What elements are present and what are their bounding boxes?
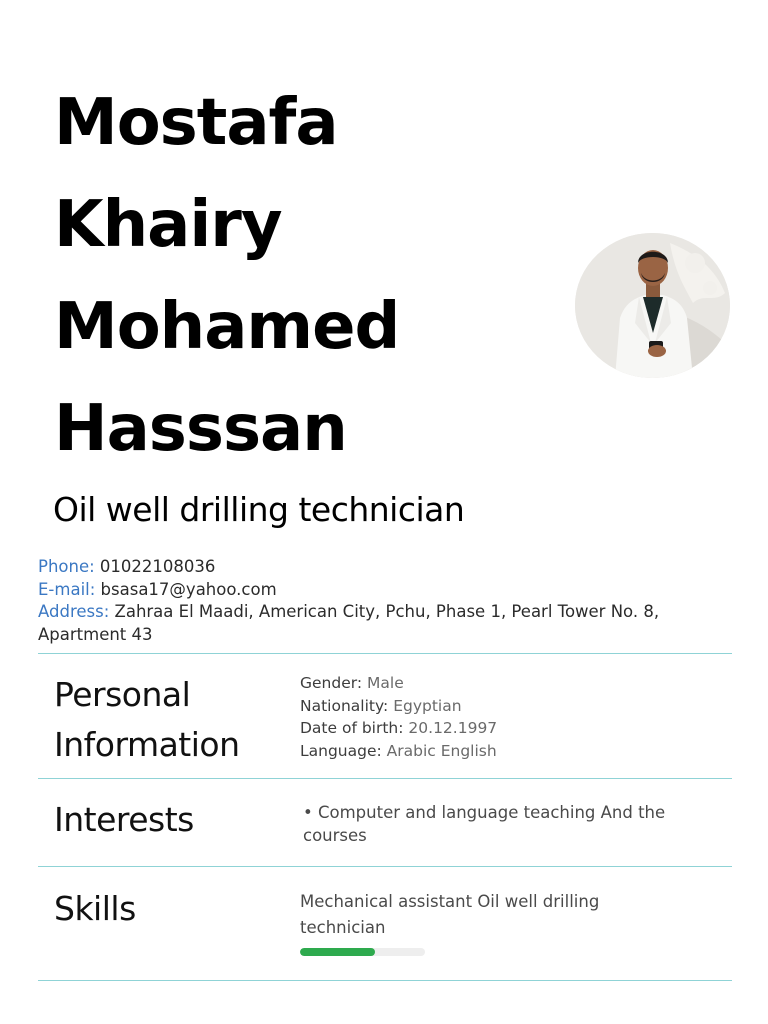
nationality-row xyxy=(300,695,700,718)
divider-contact xyxy=(38,653,732,654)
candidate-name xyxy=(54,72,554,480)
email-value[interactable]: bsasa17@yahoo.com xyxy=(100,579,277,599)
gender-value: Male xyxy=(367,674,404,692)
skills-title: Skills xyxy=(54,889,136,928)
personal-info-title xyxy=(54,670,240,770)
address-value: Zahraa El Maadi, American City, Pchu, Phase 1, Pearl Tower No. 8, Apartment 43 xyxy=(38,602,660,644)
name-line-second: Khairy xyxy=(54,188,282,262)
dob-value: 20.12.1997 xyxy=(408,719,498,737)
nationality-label: Nationality: xyxy=(300,696,389,715)
skills-text: Mechanical assistant Oil well drilling technician xyxy=(300,892,600,937)
nationality-value: Egyptian xyxy=(393,696,462,715)
personal-info-title-line1: Personal xyxy=(54,675,191,714)
name-line-third: Mohamed xyxy=(54,290,400,364)
skill-level-fill xyxy=(300,948,375,956)
phone-row xyxy=(38,556,728,579)
profile-photo xyxy=(575,233,730,378)
personal-info-title-line2: Information xyxy=(54,725,240,764)
dob-row xyxy=(300,717,700,740)
gender-label: Gender: xyxy=(300,674,363,692)
divider-personal xyxy=(38,778,732,779)
divider-skills xyxy=(38,980,732,981)
gender-row xyxy=(300,672,700,695)
name-line-fourth: Hasssan xyxy=(54,392,347,466)
address-row xyxy=(38,601,728,646)
contact-info xyxy=(38,556,728,646)
job-title: Oil well drilling technician xyxy=(53,490,465,529)
email-label: E-mail: xyxy=(38,579,96,599)
language-row xyxy=(300,740,700,763)
interests-list xyxy=(303,802,698,847)
phone-label: Phone: xyxy=(38,557,95,576)
divider-interests xyxy=(38,866,732,867)
personal-info-details xyxy=(300,672,700,762)
name-line-first: Mostafa xyxy=(54,86,338,160)
phone-value: 01022108036 xyxy=(99,557,216,576)
language-value: Arabic English xyxy=(386,741,497,760)
dob-label: Date of birth: xyxy=(300,719,404,737)
skill-level-bar xyxy=(300,948,425,956)
address-label: Address: xyxy=(38,602,110,621)
language-label: Language: xyxy=(300,741,382,760)
interests-title: Interests xyxy=(54,800,194,839)
email-row xyxy=(38,579,728,602)
interest-item: • Computer and language teaching And the courses xyxy=(303,803,666,845)
profile-photo-illustration xyxy=(575,233,730,378)
